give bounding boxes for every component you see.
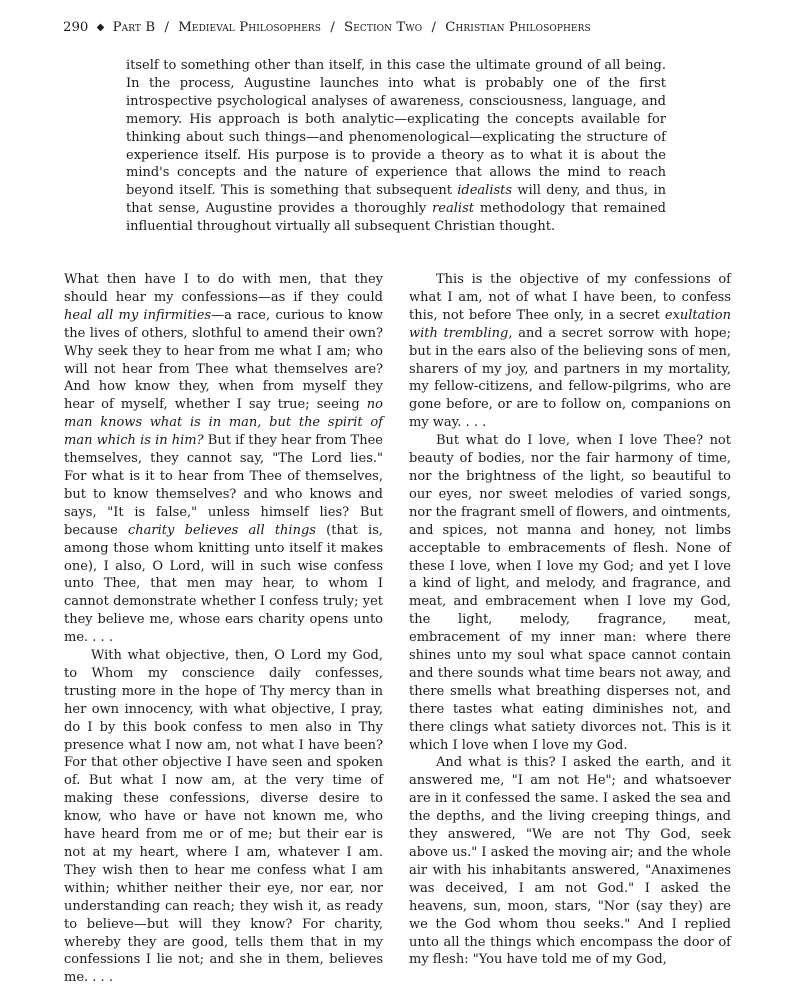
header-part: Part B xyxy=(112,20,156,35)
header-separator: / xyxy=(431,20,436,35)
left-paragraph-1: What then have I to do with men, that they should hear my confessions—as if they could heal all my infirmities—a race, curious to know the lives of others, slothful to amend their own? Why seek they to hear from me what I am; who will not hear from Thee what themselves are? And how know they, when from myself they hear of myself, whether I say true; seeing no man knows what is in man, but the spirit of man which is in him? But if they hear from Thee themselves, they cannot say, "The Lord lies." For what is it to hear from Thee of themselves, but to know themselves? and who knows and says, "It is false," unless himself lies? But because charity believes all things (that is, among those whom knitting unto itself it makes one), I also, O Lord, will in such wise confess unto Thee, that men may hear, to whom I cannot demonstrate whether I confess truly; yet they believe me, whose ears charity opens unto me. . . . xyxy=(64,272,383,646)
diamond-icon: ◆ xyxy=(96,22,105,33)
right-paragraph-1: This is the objective of my confessions of what I am, not of what I have been, to confess this, not before Thee only, in a secret exultation with trembling, and a secret sorrow with hope; but in the ears also of the believing sons of men, sharers of my joy, and partners in my mortality, my fellow-citizens, and fellow-pilgrims, who are gone before, or are to follow on, companions on my way. . . . xyxy=(409,272,731,431)
running-header xyxy=(63,20,763,36)
header-chapter: Christian Philosophers xyxy=(445,20,591,35)
right-paragraph-3: And what is this? I asked the earth, and it answered me, "I am not He"; and whatsoever are in it confessed the same. I asked the sea and the depths, and the living creeping things, and they answered, "We are not Thy God, seek above us." I asked the moving air; and the whole air with his inhabitants answered, "Anaximenes was deceived, I am not God." I asked the heavens, sun, moon, stars, "Nor (say they) are we the God whom thou seeks." And I replied unto all the things which encompass the door of my flesh: "You have told me of my God, xyxy=(409,755,731,968)
left-paragraph-2: With what objective, then, O Lord my God, to Whom my conscience daily confesses, trusting more in the hope of Thy mercy than in her own innocency, with what objective, I pray, do I by this book confess to men also in Thy presence what I now am, not what I have been? For that other objective I have seen and spoken of. But what I now am, at the very time of making these confessions, diverse desire to know, who have or have not known me, who have heard from me or of me; but their ear is not at my heart, where I am, whatever I am. They wish then to hear me confess what I am within; whither neither their eye, nor ear, nor understanding can reach; they wish it, as ready to believe—but will they know? For charity, whereby they are good, tells them that in my confessions I lie not; and she in them, believes me. . . . xyxy=(64,648,383,986)
page-number: 290 xyxy=(63,20,89,35)
header-section: Section Two xyxy=(344,20,423,35)
header-section-title: Medieval Philosophers xyxy=(178,20,322,35)
intro-paragraph: itself to something other than itself, in this case the ultimate ground of all being. In the process, Augustine launches into what is probably one of the first introspective psychological analyses of awareness, consciousness, language, and memory. His approach is both analytic—explicating the concepts available for thinking about such things—and phenomenological—explicating the structure of experience itself. His purpose is to provide a theory as to what it is about the mind's concepts and the nature of experience that allows the mind to reach beyond itself. This is something that subsequent idealists will deny, and thus, in that sense, Augustine provides a thoroughly realist methodology that remained influential throughout virtually all subsequent Christian thought. xyxy=(126,58,666,235)
header-separator: / xyxy=(164,20,169,35)
left-column xyxy=(64,271,383,987)
header-separator: / xyxy=(330,20,335,35)
right-column xyxy=(409,271,731,969)
right-paragraph-2: But what do I love, when I love Thee? not beauty of bodies, nor the fair harmony of time, nor the brightness of the light, so beautiful to our eyes, nor sweet melodies of varied songs, nor the fragrant smell of flowers, and ointments, and spices, not manna and honey, not limbs acceptable to embracements of flesh. None of these I love, when I love my God; and yet I love a kind of light, and melody, and fragrance, and meat, and embracement when I love my God, the light, melody, fragrance, meat, embracement of my inner man: where there shines unto my soul what space cannot contain and there sounds what time bears not away, and there smells what breathing disperses not, and there tastes what eating diminishes not, and there clings what satiety divorces not. This is it which I love when I love my God. xyxy=(409,433,731,753)
